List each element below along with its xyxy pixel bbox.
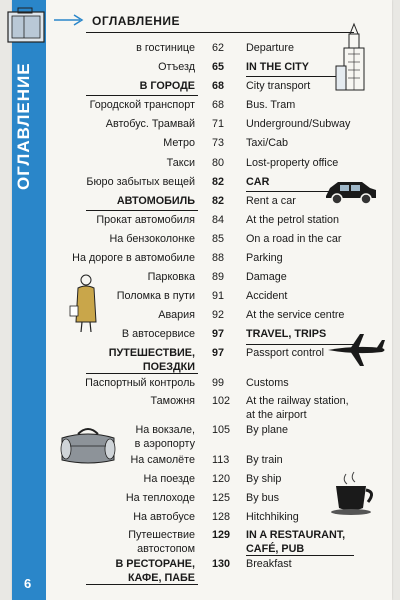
toc-en-title: At the service centre: [246, 309, 345, 322]
toc-ru-title: ПУТЕШЕСТВИЕ, ПОЕЗДКИ: [108, 346, 195, 373]
header-divider: [86, 32, 354, 33]
toc-en-title: Lost-property office: [246, 156, 339, 169]
toc-row: [0, 96, 400, 115]
toc-page-number: 97: [212, 346, 225, 359]
toc-ru-title: в гостинице: [136, 42, 195, 54]
toc-row: [0, 287, 400, 306]
toc-en-title: CAR: [246, 175, 270, 188]
toc-row: [0, 154, 400, 173]
toc-en-title: By bus: [246, 491, 280, 504]
toc-row: [0, 527, 400, 556]
toc-page-number: 129: [212, 528, 231, 541]
toc-page-number: 99: [212, 376, 225, 389]
toc-en-title: IN A RESTAURANT, CAFÉ, PUB: [246, 528, 346, 555]
toc-ru-title: В РЕСТОРАНЕ, КАФЕ, ПАБЕ: [115, 557, 195, 584]
toc-ru-title: Поломка в пути: [116, 290, 195, 303]
travel-bag-icon: [58, 424, 118, 466]
toc-ru-title: Парковка: [147, 271, 195, 284]
toc-row: [0, 268, 400, 287]
toc-page-number: 85: [212, 232, 225, 245]
toc-page-number: 80: [212, 156, 225, 169]
toc-page-number: 82: [212, 175, 225, 188]
toc-page-number: 92: [212, 309, 225, 322]
airplane-icon: [326, 332, 388, 368]
toc-row: [0, 134, 400, 153]
toc-page-number: 73: [212, 137, 225, 150]
toc-ru-title: На теплоходе: [125, 491, 195, 504]
toc-row: [0, 556, 400, 585]
city-building-icon: [334, 22, 374, 92]
toc-en-title: Hitchhiking: [246, 510, 299, 523]
toc-en-title: Taxi/Cab: [246, 137, 289, 150]
toc-en-title: Parking: [246, 252, 283, 265]
car-icon: [322, 176, 380, 208]
toc-page-number: 89: [212, 271, 225, 284]
toc-en-title: By plane: [246, 423, 289, 436]
toc-en-title: Accident: [246, 290, 288, 303]
toc-ru-title: Отъезд: [158, 61, 195, 74]
person-icon: [68, 272, 104, 334]
header-title: ОГЛАВЛЕНИЕ: [92, 14, 181, 28]
toc-ru-title: Метро: [163, 137, 195, 150]
toc-row: [0, 393, 400, 422]
toc-row: [0, 211, 400, 230]
toc-row: [0, 374, 400, 393]
toc-row: [0, 249, 400, 268]
toc-ru-title: На вокзале, в аэропорту: [134, 423, 195, 450]
toc-page-number: 105: [212, 423, 231, 436]
toc-en-title: City transport: [246, 80, 311, 93]
toc-page-number: 84: [212, 213, 225, 226]
toc-ru-title: АВТОМОБИЛЬ: [116, 194, 195, 207]
page-number: 6: [24, 576, 32, 591]
toc-en-title: Underground/Subway: [246, 118, 351, 131]
toc-page-number: 97: [212, 328, 225, 341]
toc-row: [0, 115, 400, 134]
toc-ru-title: Путешествие автостопом: [128, 528, 195, 555]
toc-ru-title: На бензоколонке: [109, 232, 195, 245]
toc-row: [0, 306, 400, 325]
toc-ru-title: На самолёте: [130, 453, 195, 466]
toc-en-title: At the petrol station: [246, 213, 340, 226]
toc-ru-title: Прокат автомобиля: [96, 213, 195, 226]
toc-en-title: Departure: [246, 42, 295, 54]
toc-page-number: 130: [212, 557, 231, 570]
coffee-cup-icon: [330, 470, 380, 516]
toc-en-title: Rent a car: [246, 194, 296, 207]
toc-en-title: By train: [246, 453, 283, 466]
toc-en-title: Passport control: [246, 346, 325, 359]
toc-page-number: 91: [212, 290, 225, 303]
toc-en-title: TRAVEL, TRIPS: [246, 328, 327, 341]
toc-page-number: 102: [212, 394, 231, 407]
toc-en-title: On a road in the car: [246, 232, 342, 245]
toc-ru-title: В автосервисе: [121, 328, 195, 341]
side-title: ОГЛАВЛЕНИЕ: [14, 62, 33, 190]
toc-en-title: IN THE CITY: [246, 61, 309, 74]
toc-page-number: 62: [212, 42, 225, 54]
toc-ru-title: В ГОРОДЕ: [139, 80, 195, 93]
toc-en-title: Breakfast: [246, 557, 292, 570]
toc-ru-title: Таможня: [150, 394, 195, 407]
toc-page-number: 88: [212, 252, 225, 265]
toc-en-title: Bus. Tram: [246, 99, 296, 112]
toc-page-number: 113: [212, 453, 230, 466]
toc-ru-title: Автобус. Трамвай: [105, 118, 195, 131]
toc-ru-title: Авария: [158, 309, 195, 322]
toc-ru-title: На дороге в автомобиле: [72, 252, 195, 265]
toc-ru-title: Паспортный контроль: [85, 376, 195, 389]
toc-ru-title: Такси: [166, 156, 195, 169]
section-underline-ru: [86, 584, 198, 585]
toc-ru-title: Бюро забытых вещей: [86, 175, 195, 188]
toc-page-number: 128: [212, 510, 231, 523]
toc-en-title: At the railway station, at the airport: [246, 394, 349, 421]
toc-en-title: By ship: [246, 472, 282, 485]
toc-en-title: Damage: [246, 271, 287, 284]
toc-row: [0, 230, 400, 249]
toc-page-number: 71: [212, 118, 225, 131]
toc-en-title: Customs: [246, 376, 289, 389]
arrow-icon: [52, 12, 86, 28]
toc-ru-title: На поезде: [143, 472, 195, 485]
toc-page-number: 65: [212, 61, 225, 74]
toc-page-number: 68: [212, 80, 225, 93]
toc-ru-title: На автобусе: [133, 510, 195, 523]
toc-ru-title: Городской транспорт: [89, 99, 195, 112]
toc-page-number: 125: [212, 491, 231, 504]
toc-page-number: 120: [212, 472, 231, 485]
toc-page-number: 68: [212, 99, 225, 112]
toc-page-number: 82: [212, 194, 225, 207]
